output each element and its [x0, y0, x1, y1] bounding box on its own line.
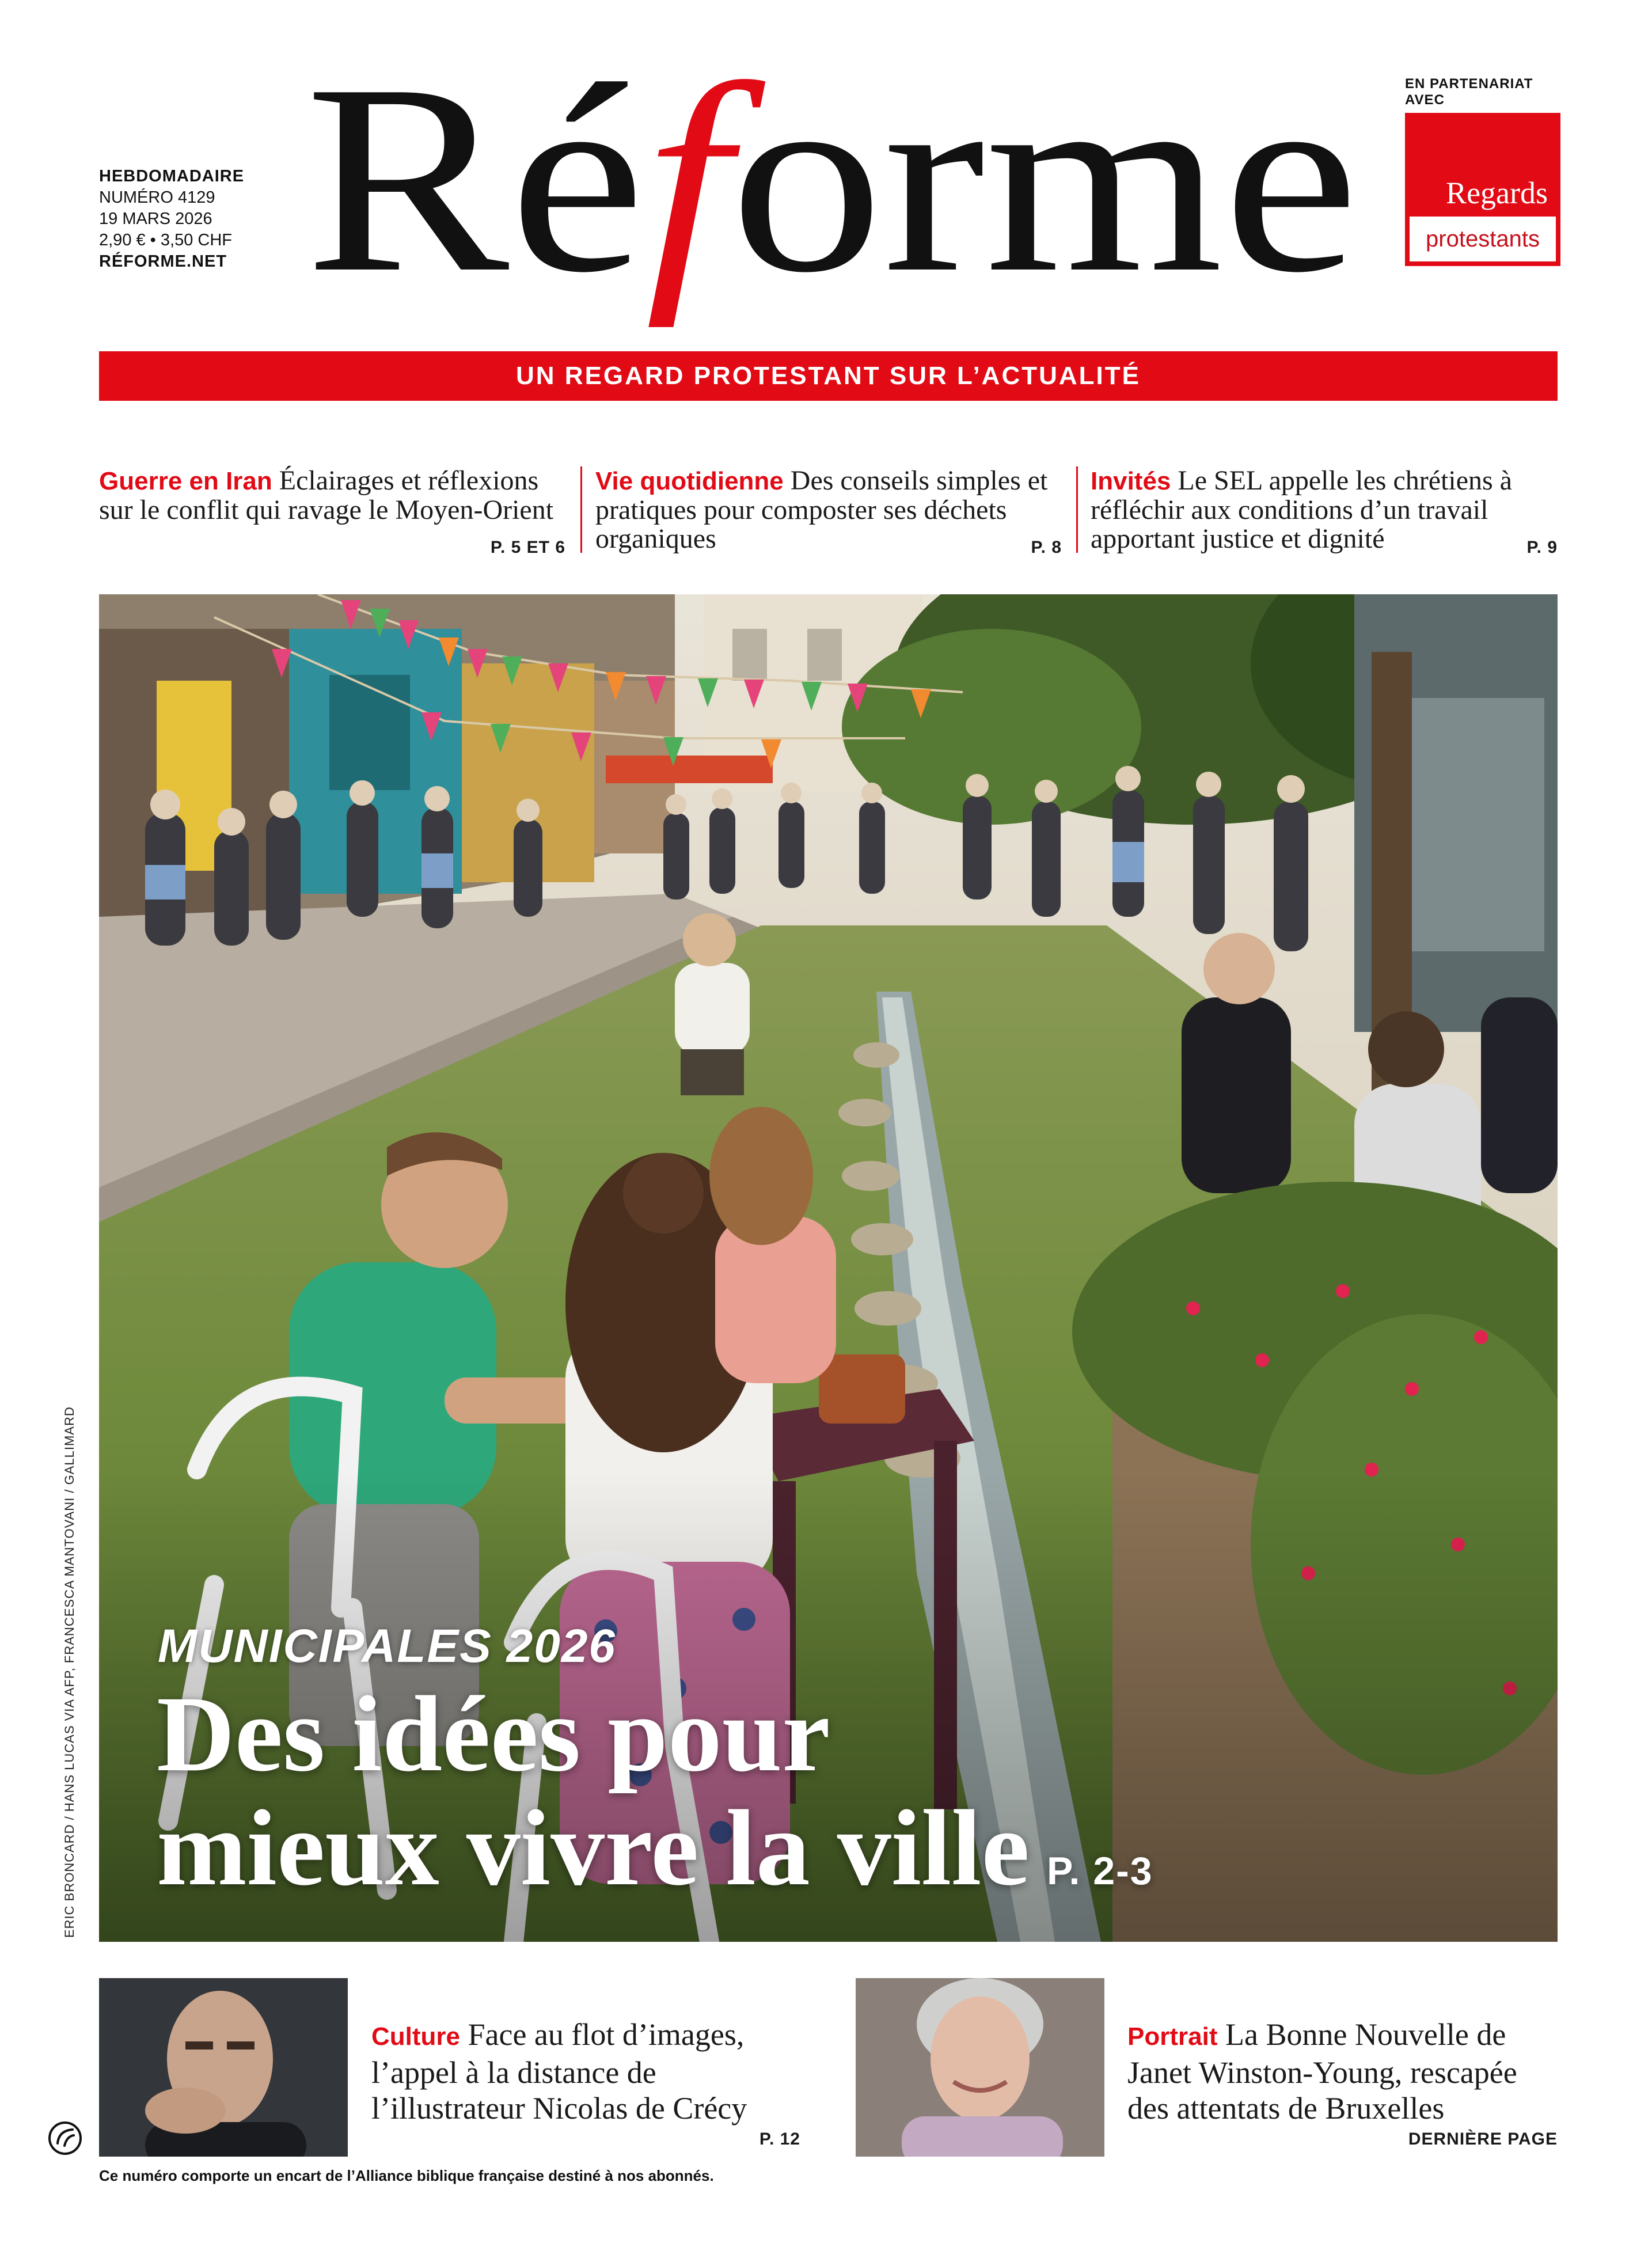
teaser-keyword: Culture [371, 2022, 460, 2051]
teaser-divider [1076, 466, 1078, 553]
partner-label-line2: AVEC [1405, 92, 1445, 108]
hero-page: P. 2-3 [1046, 1849, 1153, 1893]
issue-date: 19 MARS 2026 [99, 210, 212, 228]
teaser-vie-quotidienne[interactable] [595, 466, 1062, 564]
teaser-text: Face au flot d’images, l’appel à la distance de l’illustrateur Nicolas de Crécy [371, 2017, 747, 2126]
teaser-portrait[interactable] [1127, 2017, 1558, 2161]
issue-number: NUMÉRO 4129 [99, 188, 215, 207]
masthead-part1: Ré [305, 45, 606, 328]
teaser-keyword: Vie quotidienne [595, 467, 784, 495]
photo-credit [62, 1406, 79, 1955]
teaser-culture[interactable] [371, 2017, 800, 2161]
hero-kicker: MUNICIPALES 2026 [158, 1620, 617, 1672]
teaser-keyword: Guerre en Iran [99, 467, 272, 495]
teaser-page: P. 9 [1526, 538, 1558, 557]
teaser-keyword: Portrait [1127, 2022, 1218, 2051]
hero-headline-line1: Des idées pour [157, 1673, 830, 1794]
teaser-text: Le SEL appelle les chrétiens à réfléchir aux conditions d’un travail apportant justice et dignité [1091, 465, 1513, 554]
teaser-invites[interactable] [1091, 466, 1558, 564]
svg-text:Réforme [305, 45, 1359, 329]
partner-logo-top: Regards [1446, 176, 1548, 210]
masthead-part2: orme [730, 45, 1286, 328]
teaser-text: Éclairages et réflexions sur le conflit qui ravage le Moyen-Orient [99, 465, 554, 525]
partner-block [1405, 76, 1560, 266]
masthead-logo [305, 45, 1359, 344]
photo-credit-text: ERIC BRONCARD / HANS LUCAS VIA AFP, FRANCESCA MANTOVANI / GALLIMARD [62, 1406, 77, 1938]
regards-protestants-logo[interactable] [1405, 113, 1560, 266]
partner-logo-bottom: protestants [1410, 217, 1556, 261]
thumbnail-portrait[interactable] [856, 1978, 1104, 2157]
teaser-iran[interactable] [99, 466, 565, 564]
recycling-icon [47, 2120, 83, 2156]
teaser-divider [580, 466, 582, 553]
hero-headline-line2: mieux vivre la ville [157, 1787, 1030, 1908]
issue-info [99, 166, 244, 272]
teaser-text: La Bonne Nouvelle de Janet Winston-Young, rescapée des attentats de Bruxelles [1127, 2017, 1517, 2126]
teaser-text: Des conseils simples et pratiques pour composter ses déchets organiques [595, 465, 1048, 554]
partner-label [1405, 76, 1560, 108]
tagline-banner: UN REGARD PROTESTANT SUR L’ACTUALITÉ [99, 351, 1558, 401]
partner-label-line1: EN PARTENARIAT [1405, 76, 1533, 92]
insert-footnote: Ce numéro comporte un encart de l’Alliance biblique française destiné à nos abonnés. [99, 2167, 714, 2184]
masthead-accent-f: f [645, 45, 720, 328]
issue-price: 2,90 € • 3,50 CHF [99, 231, 232, 249]
teaser-page: P. 5 ET 6 [490, 538, 565, 557]
thumbnail-culture-portrait[interactable] [99, 1978, 348, 2157]
issue-frequency: HEBDOMADAIRE [99, 167, 245, 185]
teaser-keyword: Invités [1091, 467, 1171, 495]
teaser-page: DERNIÈRE PAGE [1408, 2130, 1558, 2149]
hero-photo[interactable] [99, 594, 1558, 1942]
teaser-page: P. 12 [759, 2130, 800, 2149]
top-teasers [99, 466, 1558, 564]
teaser-page: P. 8 [1031, 538, 1062, 557]
issue-website: RÉFORME.NET [99, 252, 227, 271]
hero-headline[interactable] [157, 1673, 1423, 1928]
